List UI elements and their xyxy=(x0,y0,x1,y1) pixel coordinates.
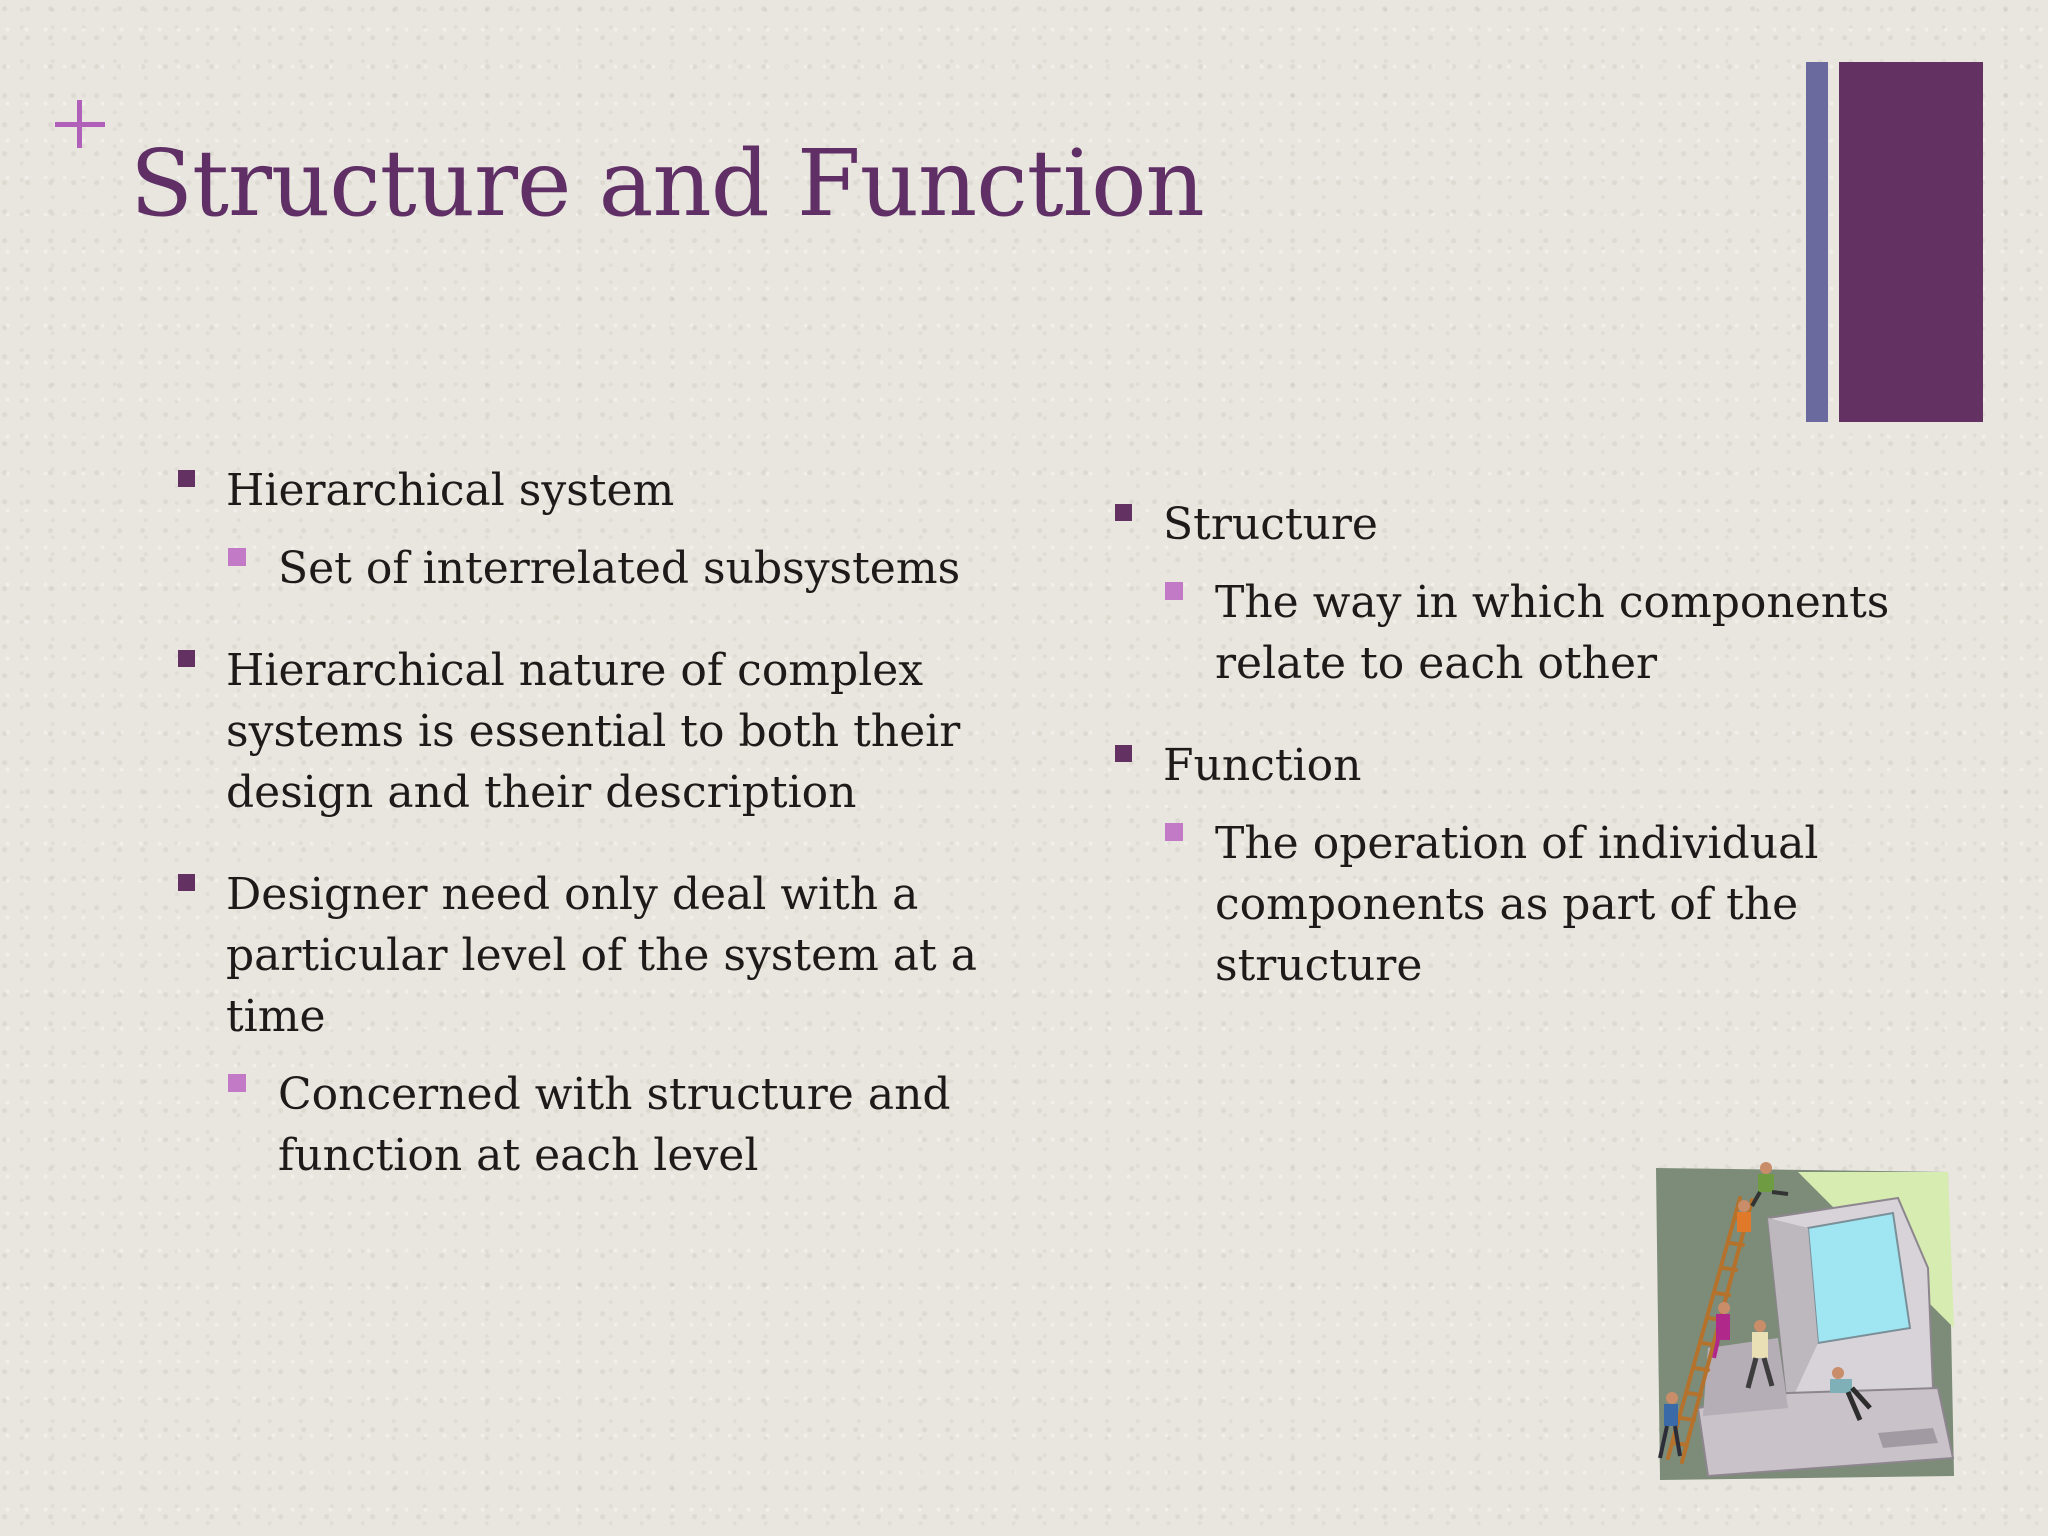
square-bullet-icon xyxy=(178,650,195,667)
sub-bullet-item xyxy=(1115,572,1915,694)
sub-bullet-item xyxy=(178,538,978,599)
sub-bullet-text: Set of interrelated subsystems xyxy=(278,543,961,594)
plus-icon xyxy=(50,78,108,164)
accent-bar-slate xyxy=(1806,62,1828,422)
bullet-text: Hierarchical system xyxy=(226,465,675,516)
square-sub-bullet-icon xyxy=(1165,823,1183,841)
bullet-text: Designer need only deal with a particular level of the system at a time xyxy=(226,869,977,1042)
bullet-text: Structure xyxy=(1163,499,1378,550)
people-climbing-computer-illustration xyxy=(1648,1158,1961,1483)
bullet-text: Hierarchical nature of complex systems is essential to both their design and their description xyxy=(226,645,961,818)
square-bullet-icon xyxy=(178,874,195,891)
sub-bullet-item xyxy=(1115,813,1915,996)
square-bullet-icon xyxy=(1115,745,1132,762)
bullet-item xyxy=(178,864,978,1047)
square-bullet-icon xyxy=(178,470,195,487)
slide-title: Structure and Function xyxy=(130,130,1204,237)
sub-bullet-text: Concerned with structure and function at each level xyxy=(278,1069,951,1181)
sub-bullet-text: The operation of individual components as part of the structure xyxy=(1215,818,1819,991)
bullet-item xyxy=(1115,494,1915,555)
sub-bullet-item xyxy=(178,1064,978,1186)
left-content-column xyxy=(178,460,978,1186)
bullet-item xyxy=(178,460,978,521)
square-sub-bullet-icon xyxy=(1165,582,1183,600)
square-bullet-icon xyxy=(1115,504,1132,521)
right-content-column xyxy=(1115,494,1915,996)
bullet-item xyxy=(178,640,978,823)
bullet-text: Function xyxy=(1163,740,1362,791)
accent-bar-purple xyxy=(1839,62,1983,422)
square-sub-bullet-icon xyxy=(228,1074,246,1092)
bullet-item xyxy=(1115,735,1915,796)
square-sub-bullet-icon xyxy=(228,548,246,566)
sub-bullet-text: The way in which components relate to each other xyxy=(1215,577,1890,689)
